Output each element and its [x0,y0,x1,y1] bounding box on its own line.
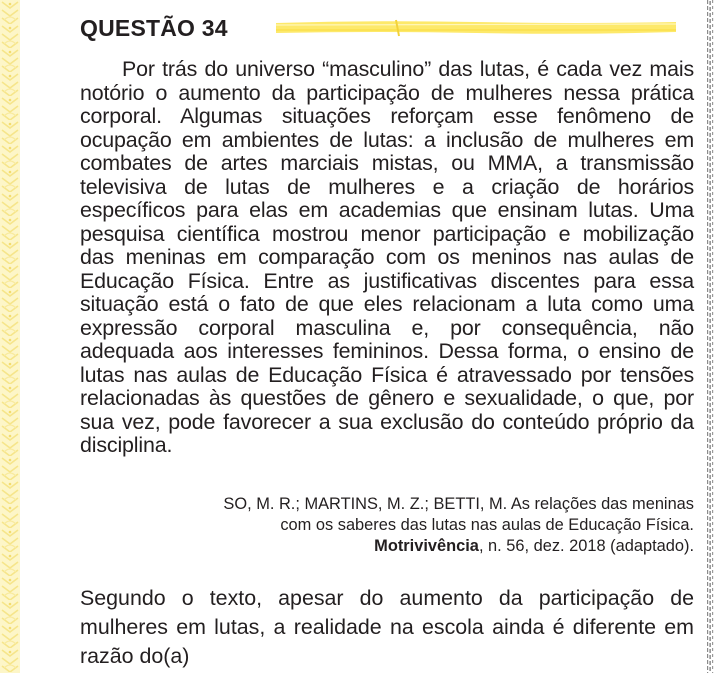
citation [100,494,694,557]
left-decorative-stripe [0,0,20,673]
title-highlight-bar [276,18,676,38]
question-header [80,12,710,44]
citation-authors: SO, M. R.; MARTINS, M. Z.; BETTI, M. [223,495,508,513]
question-prompt: Segundo o texto, apesar do aumento da participação de mulheres em lutas, a realidade na escola ainda é diferente em razão do(a) [80,586,694,668]
citation-title-line2: com os saberes das lutas nas aulas de Educação Física. [280,516,694,534]
right-decorative-stripe [705,0,714,673]
question-title: QUESTÃO 34 [80,15,228,41]
citation-journal: Motrivivência [374,537,479,555]
passage-text: Por trás do universo “masculino” das lutas, é cada vez mais notório o aumento da participação de mulheres nessa prática corporal. Algumas situações reforçam esse fenômeno de ocupação em ambientes de lutas: a inclusão de mulheres em combates de artes marciais mistas, ou MMA, a transmissão televisiva de lutas de mulheres e a criação de horários específicos para elas em academias que ensinam lutas. Uma pesquisa científica mostrou menor participação e mobilização das meninas em comparação com os meninos nas aulas de Educação Física. Entre as justificativas discentes para essa situação está o fato de que eles relacionam a luta como uma expressão corporal masculina e, por consequência, não adequada aos interesses femininos. Dessa forma, o ensino de lutas nas aulas de Educação Física é atravessado por tensões relacionadas às questões de gênero e sexualidade, o que, por sua vez, pode favorecer a sua exclusão do conteúdo próprio da disciplina. [80,57,694,457]
stripe-pattern [0,0,20,673]
citation-details: , n. 56, dez. 2018 (adaptado). [478,537,694,555]
citation-title-line1: As relações das meninas [510,495,694,513]
microtext-border [705,0,714,673]
